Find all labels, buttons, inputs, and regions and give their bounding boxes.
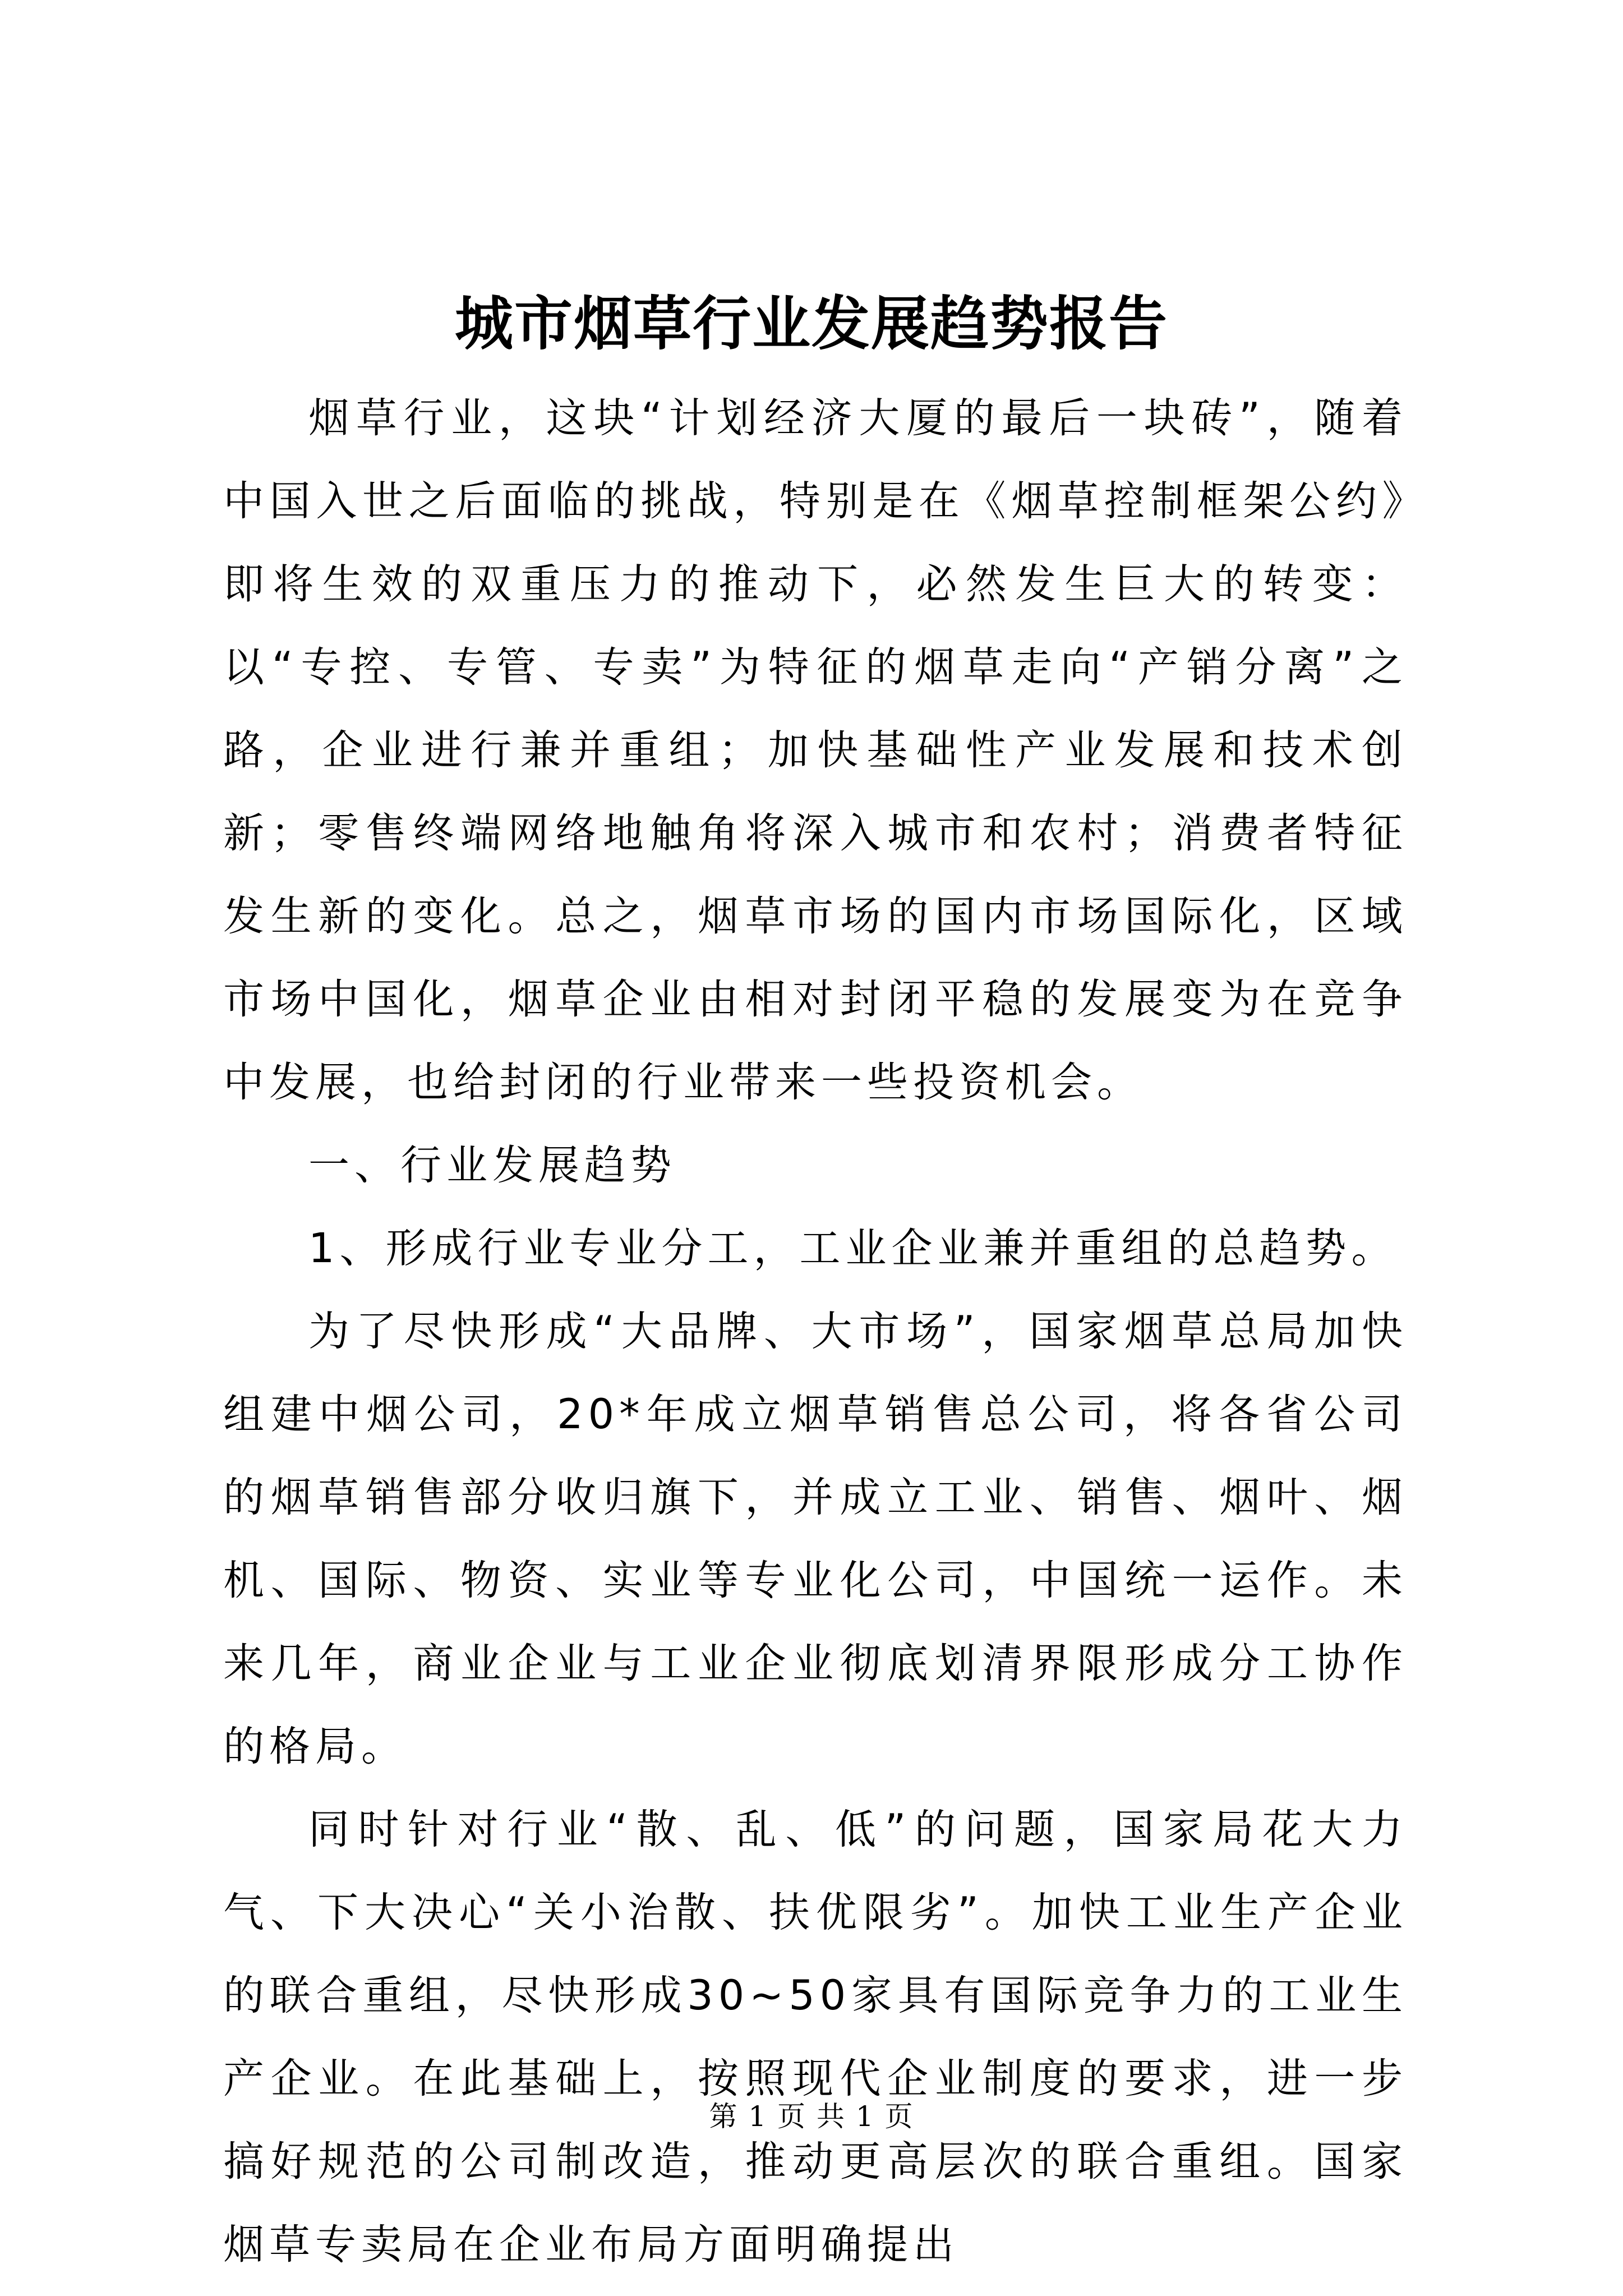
section-heading: 一、行业发展趋势: [308, 1142, 676, 1189]
paragraph-brand-market: 为了尽快形成“大品牌、大市场”，国家烟草总局加快组建中烟公司，20*年成立烟草销售总公司，将各省公司的烟草销售部分收归旗下，并成立工业、销售、烟叶、烟机、国际、物资、实业等专业化公司，中国统一运作。未来几年，商业企业与工业企业彻底划清界限形成分工协作的格局。: [223, 1308, 1408, 1770]
document-body: [223, 377, 1408, 2286]
paragraph-intro: 烟草行业，这块“计划经济大厦的最后一块砖”，随着中国入世之后面临的挑战，特别是在《烟草控制框架公约》即将生效的双重压力的推动下，必然发生巨大的转变：以“专控、专管、专卖”为特征的烟草走向“产销分离”之路，企业进行兼并重组；加快基础性产业发展和技术创新；零售终端网络地触角将深入城市和农村；消费者特征发生新的变化。总之，烟草市场的国内市场国际化，区域市场中国化，烟草企业由相对封闭平稳的发展变为在竞争中发展，也给封闭的行业带来一些投资机会。: [223, 394, 1408, 1106]
document-title: 城市烟草行业发展趋势报告: [454, 289, 1168, 358]
page-footer: 第 1 页 共 1 页: [709, 2100, 914, 2133]
subsection-heading: 1、形成行业专业分工，工业企业兼并重组的总趋势。: [308, 1225, 1398, 1272]
paragraph-restructuring: 同时针对行业“散、乱、低”的问题，国家局花大力气、下大决心“关小治散、扶优限劣”。加快工业生产企业的联合重组，尽快形成30~50家具有国际竞争力的工业生产企业。在此基础上，按照现代企业制度的要求，进一步搞好规范的公司制改造，推动更高层次的联合重组。国家烟草专卖局在企业布局方面明确提出: [223, 1806, 1408, 2269]
